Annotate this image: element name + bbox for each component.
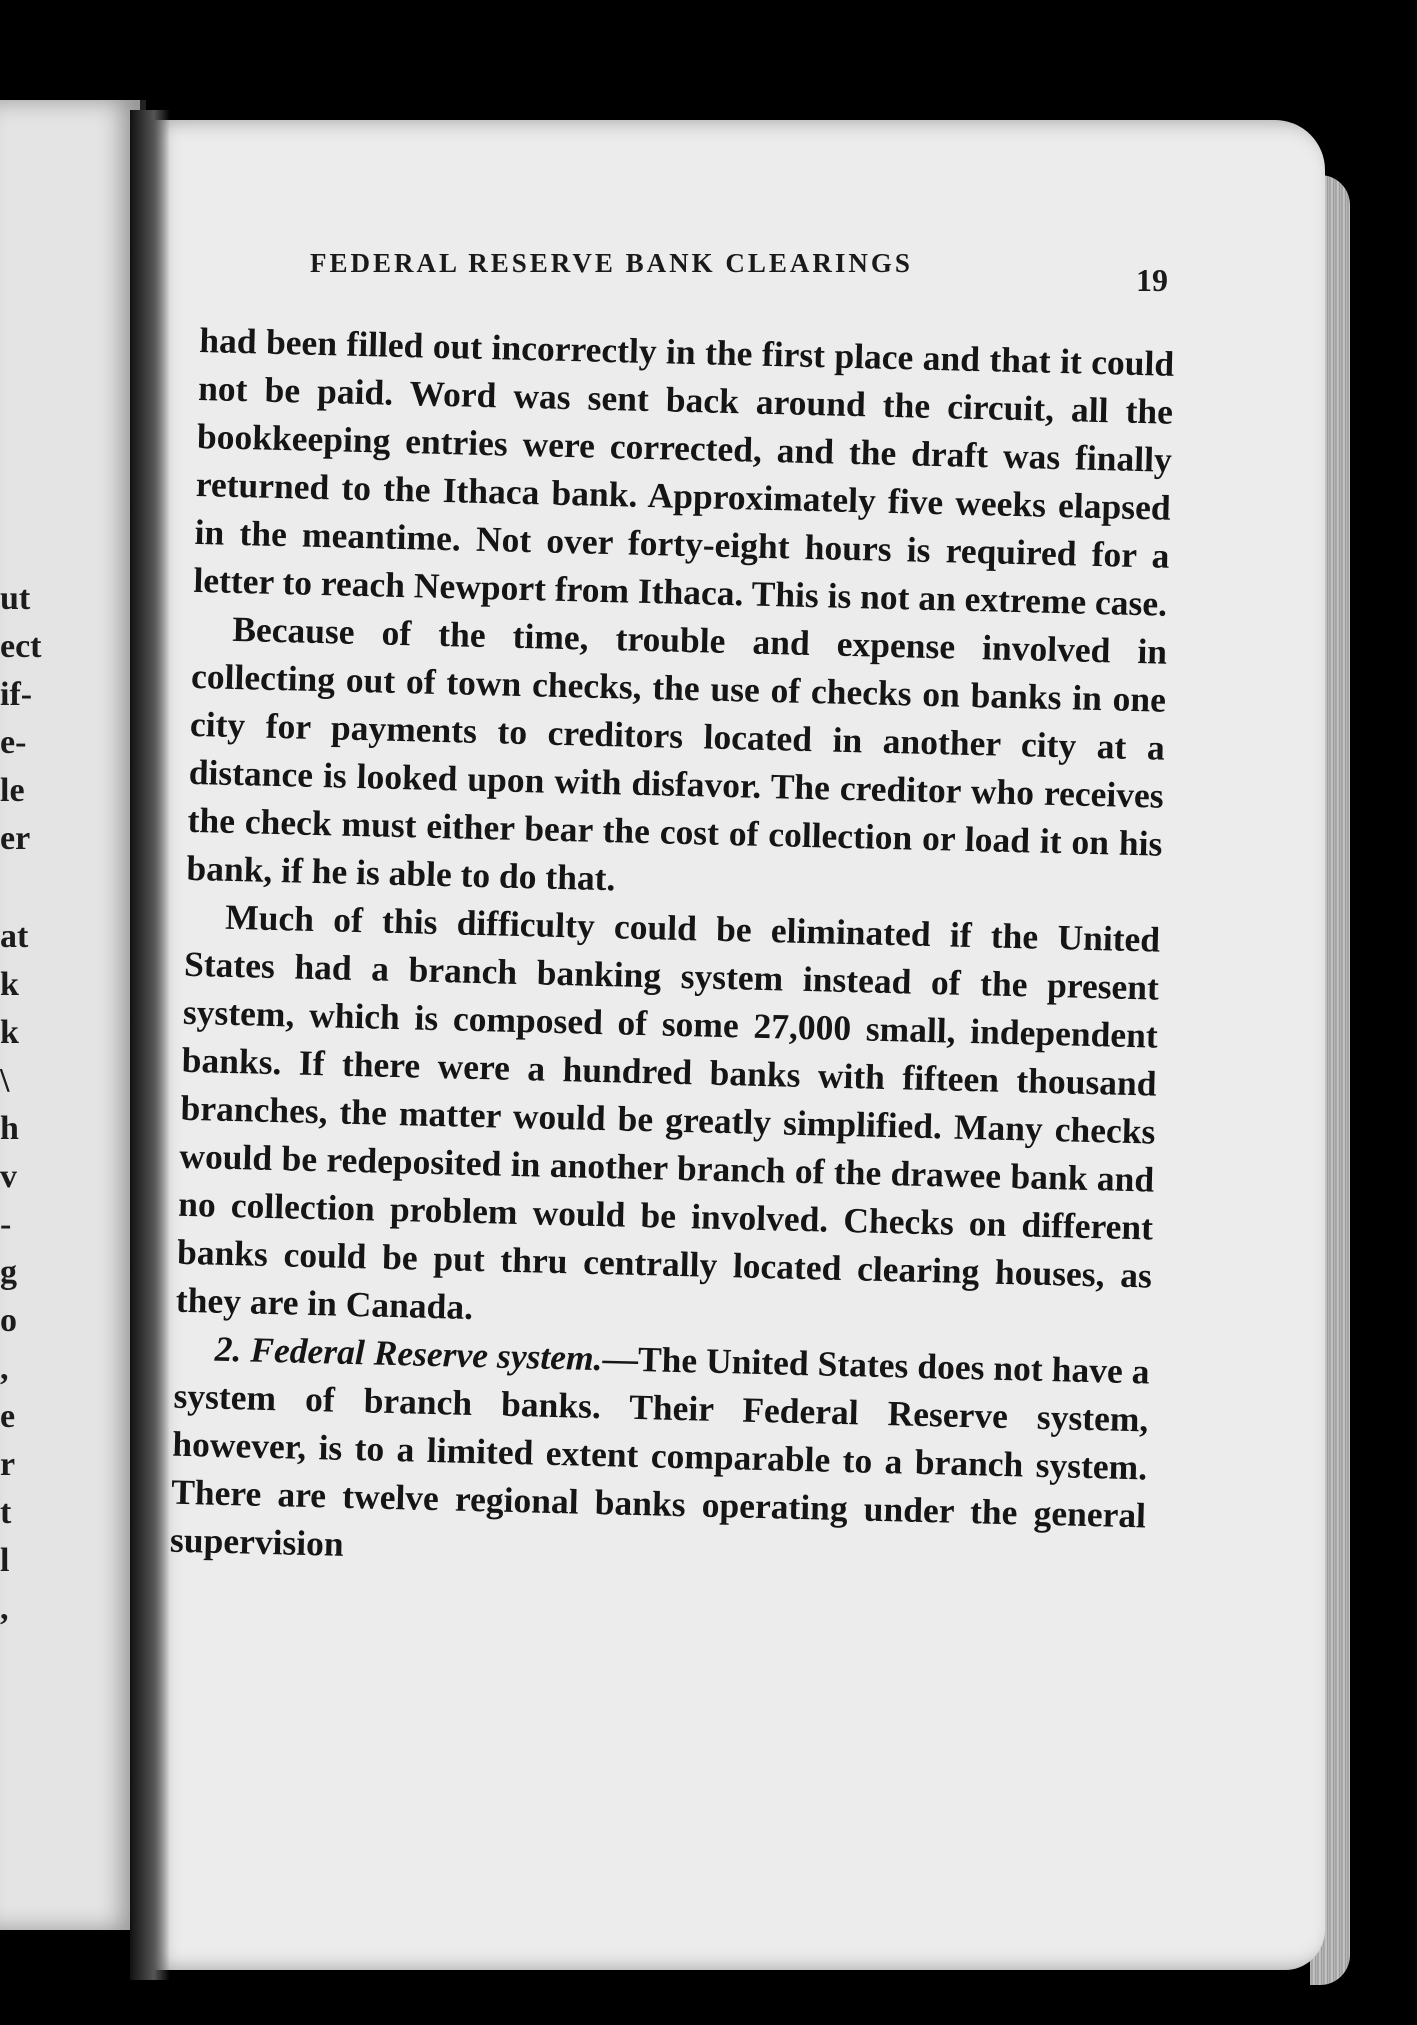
left-fragment: t bbox=[0, 1494, 12, 1531]
section-text: —The United States does not have a system of branch banks. Their Federal Reserve system, however, is to a limited extent comparable to a branch system. There are twelve regional banks operating under the general supervision bbox=[169, 1338, 1150, 1564]
left-page bbox=[0, 100, 146, 1930]
paragraph: Much of this difficulty could be eliminated if the United States had a branch banking system instead of the present system, which is composed of some 27,000 small, independent banks. If there were a hundred banks with fifteen thousand branches, the matter would be greatly simplified. Many checks would be redeposited in another branch of the drawee bank and no collection problem would be involved. Checks on different banks could be put thru centrally located clearing houses, as they are in Canada. bbox=[175, 896, 1161, 1327]
paragraph: Because of the time, trouble and expense involved in collecting out of town checks, the use of checks on banks in one city for payments to creditors located in another city at a distance is looked upon with disfavor. The creditor who receives the check must either bear the cost of collection or load it on his bank, if he is able to do that. bbox=[186, 608, 1168, 899]
page-number: 19 bbox=[1136, 262, 1168, 298]
left-fragment: e- bbox=[0, 724, 27, 761]
left-fragment: o bbox=[0, 1302, 17, 1339]
left-fragment: - bbox=[0, 1206, 12, 1243]
section-heading: 2. Federal Reserve system. bbox=[214, 1328, 604, 1379]
left-fragment: at bbox=[0, 918, 29, 955]
left-fragment: g bbox=[0, 1254, 17, 1291]
left-fragment: l bbox=[0, 1542, 10, 1579]
running-head: FEDERAL RESERVE BANK CLEARINGS bbox=[310, 248, 913, 278]
left-fragment: h bbox=[0, 1110, 19, 1147]
left-fragment: , bbox=[0, 1590, 9, 1627]
left-fragment: e bbox=[0, 1398, 16, 1435]
body-text bbox=[170, 316, 1175, 1587]
left-fragment: k bbox=[0, 966, 19, 1003]
left-fragment: v bbox=[0, 1158, 17, 1195]
left-fragment: le bbox=[0, 772, 25, 809]
left-fragment: , bbox=[0, 1350, 9, 1387]
left-page-fragments bbox=[0, 100, 140, 1930]
paragraph: had been filled out incorrectly in the first place and that it could not be paid. Word was sent back around the circuit, all the bookkeeping entries were corrected, and the draft was finally returned to the Ithaca bank. Approximately five weeks elapsed in the meantime. Not over forty-eight hours is required for a letter to reach Newport from Ithaca. This is not an extreme case. bbox=[193, 319, 1175, 624]
left-fragment: ut bbox=[0, 580, 31, 617]
left-fragment: ect bbox=[0, 628, 42, 665]
left-fragment: if- bbox=[0, 676, 33, 713]
left-fragment: r bbox=[0, 1446, 16, 1483]
gutter-shadow bbox=[130, 110, 170, 1980]
left-fragment: k bbox=[0, 1014, 19, 1051]
left-fragment: \ bbox=[0, 1062, 10, 1099]
section-paragraph bbox=[170, 1324, 1151, 1588]
left-fragment: er bbox=[0, 820, 31, 857]
